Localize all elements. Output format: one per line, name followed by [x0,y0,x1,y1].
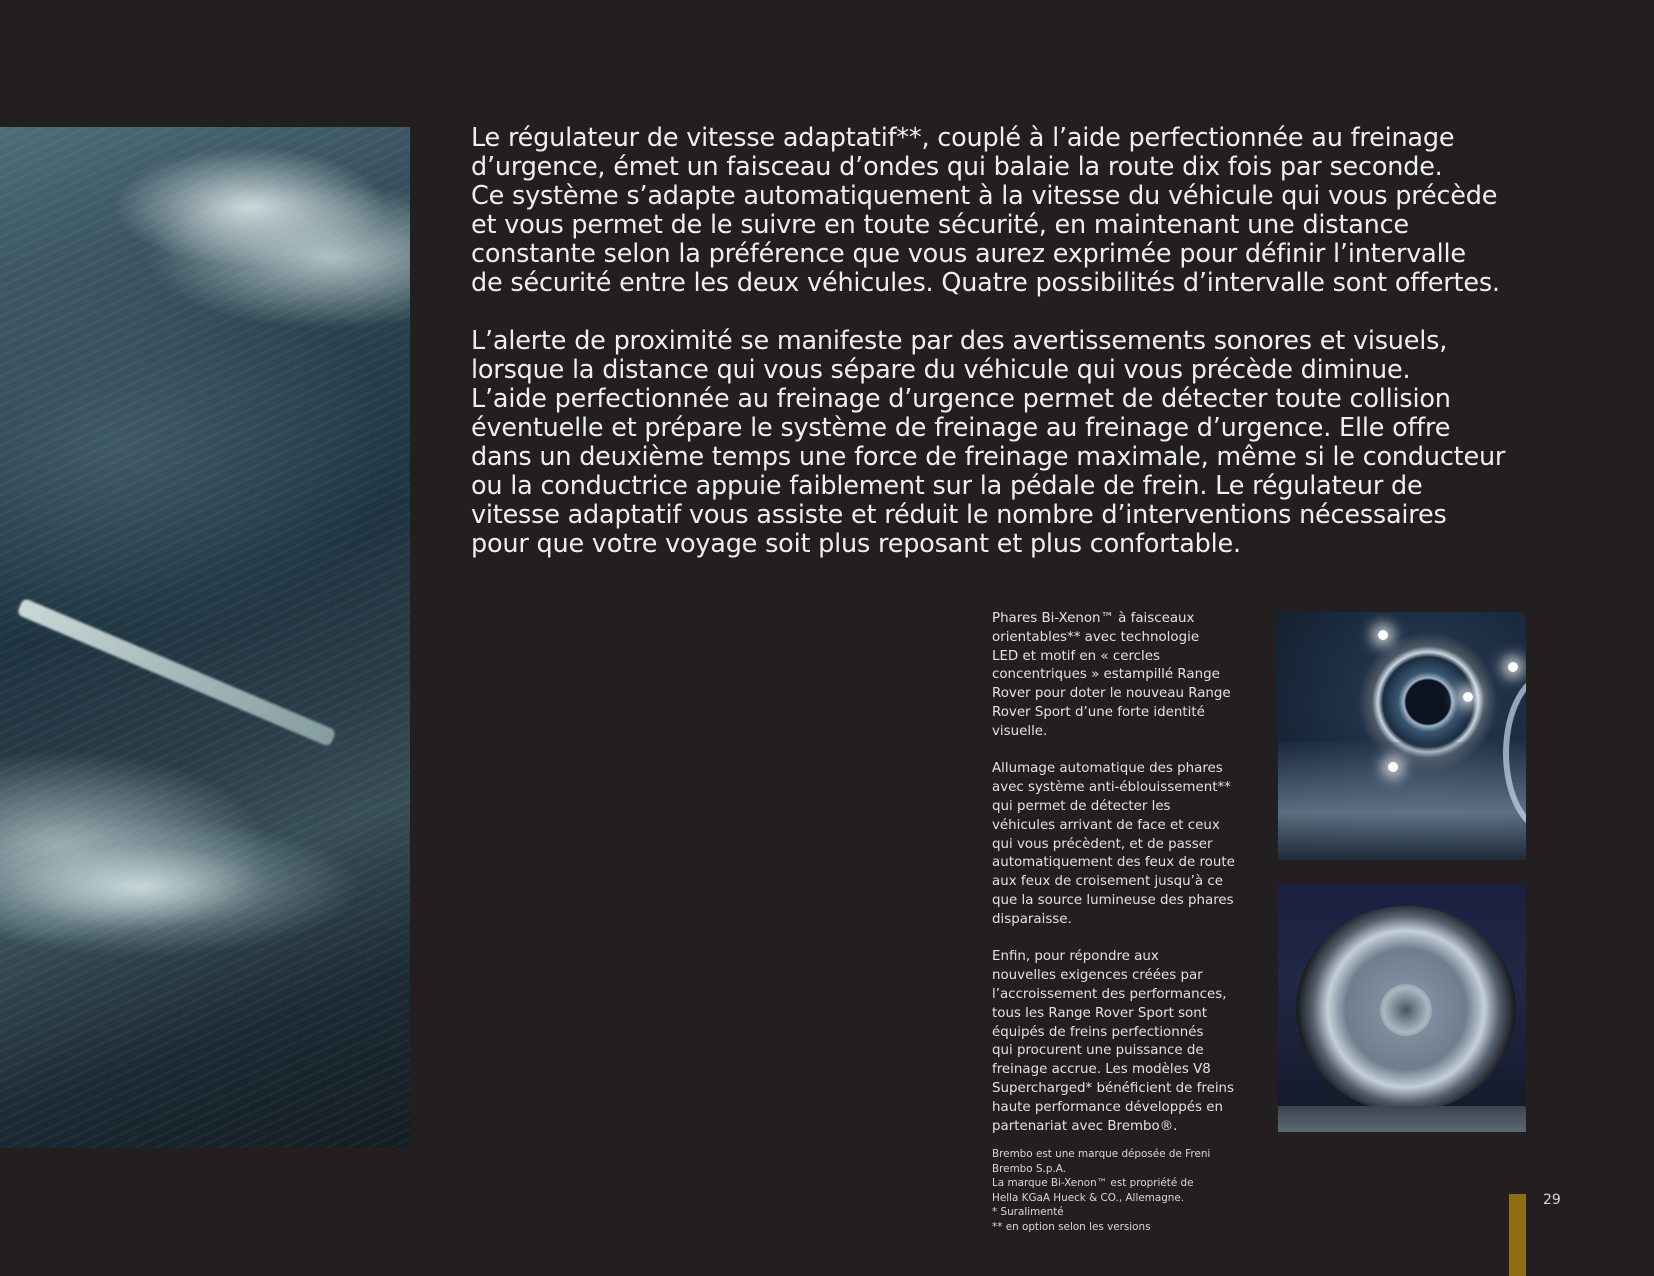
road-motion-streaks [0,127,410,1148]
page-number: 29 [1543,1192,1561,1208]
headlight-lower-housing [1278,742,1526,860]
road-photo [0,127,410,1148]
wheel-ground [1278,1106,1526,1132]
wheel-photo [1278,884,1526,1132]
side-paragraph-auto-lights: Allumage automatique des phares avec système anti-éblouissement** qui permet de détecter les véhicules arrivant de face et ceux qui vous précèdent, et de passer automatiquement des feux de route aux feux de croisement jusqu’à ce que la source lumineuse des phares disparaisse. [992,761,1235,927]
main-paragraph-adaptive-cruise: Le régulateur de vitesse adaptatif**, couplé à l’aide perfectionnée au freinage d’urgence, émet un faisceau d’ondes qui balaie la route dix fois par seconde. Ce système s’adapte automatiquement à la vitesse du véhicule qui vous précède et vous permet de le suivre en toute sécurité, en maintenant une distance constante selon la préférence que vous aurez exprimée pour définir l’intervalle de sécurité entre les deux véhicules. Quatre possibilités d’intervalle sont offertes. [471,123,1500,298]
headlight-flare [1463,692,1473,702]
headlight-flare [1378,630,1388,640]
headlight-flare [1508,662,1518,672]
side-paragraph-headlights: Phares Bi-Xenon™ à faisceaux orientables** avec technologie LED et motif en « cercles concentriques » estampillé Range Rover pour doter le nouveau Range Rover Sport d’une forte identité visuelle. [992,611,1231,739]
headlight-photo [1278,612,1526,860]
main-body-text [471,124,1541,588]
wheel-hub [1380,984,1432,1036]
headlight-flare [1388,762,1398,772]
footnotes: Brembo est une marque déposée de Freni Brembo S.p.A. La marque Bi-Xenon™ est propriété de Hella KGaA Hueck & CO., Allemagne. * Suralimenté ** en option selon les versions [992,1148,1211,1233]
main-paragraph-proximity-alert: L’alerte de proximité se manifeste par des avertissements sonores et visuels, lorsque la distance qui vous sépare du véhicule qui vous précède diminue. L’aide perfectionnée au freinage d’urgence permet de détecter toute collision éventuelle et prépare le système de freinage au freinage d’urgence. Elle offre dans un deuxième temps une force de freinage maximale, même si le conducteur ou la conductrice appuie faiblement sur la pédale de frein. Le régulateur de vitesse adaptatif vous assiste et réduit le nombre d’interventions nécessaires pour que votre voyage soit plus reposant et plus confortable. [471,326,1506,559]
accent-bar [1509,1194,1526,1276]
side-paragraph-brakes: Enfin, pour répondre aux nouvelles exigences créées par l’accroissement des performances, tous les Range Rover Sport sont équipés de freins perfectionnés qui procurent une puissance de freinage accrue. Les modèles V8 Supercharged* bénéficient de freins haute performance développés en partenariat avec Brembo®. [992,949,1235,1134]
side-column-text [992,610,1260,1155]
